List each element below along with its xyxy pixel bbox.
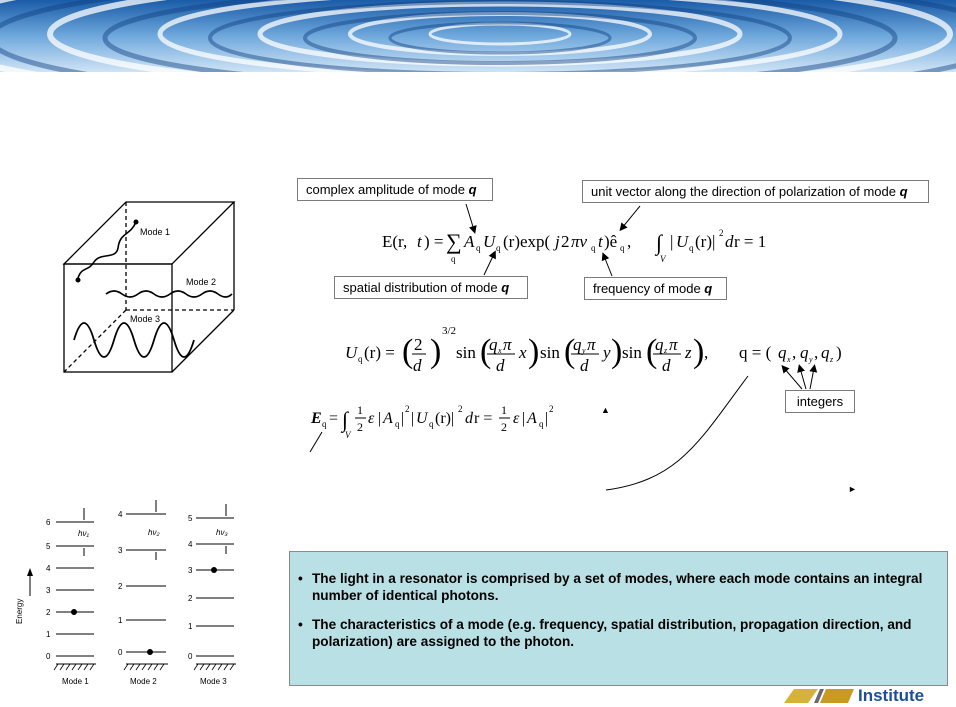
marker-right-icon: ► xyxy=(848,484,857,494)
summary-bullet-2-text: The characteristics of a mode (e.g. frequency, spatial distribution, propagation direction, and polarization) are assigned to the photon. xyxy=(312,617,912,649)
svg-text:): ) xyxy=(836,343,842,362)
svg-text:0: 0 xyxy=(118,648,123,657)
svg-text:y: y xyxy=(603,343,611,362)
svg-text:0: 0 xyxy=(46,652,51,661)
svg-text:2: 2 xyxy=(719,228,724,238)
svg-text:|: | xyxy=(378,410,382,427)
svg-text:2: 2 xyxy=(46,608,51,617)
svg-text:U: U xyxy=(483,232,496,251)
svg-text:q: q xyxy=(821,343,830,362)
mode3-caption: Mode 3 xyxy=(200,677,227,686)
svg-text:x: x xyxy=(519,343,527,362)
svg-text:,: , xyxy=(627,232,632,251)
svg-text:(: ( xyxy=(402,333,414,370)
svg-text:E(r,: E(r, xyxy=(382,232,408,251)
mode-symbol: q xyxy=(704,281,713,296)
svg-text:4: 4 xyxy=(188,540,193,549)
callout-unit-vector-text: unit vector along the direction of polarization of mode xyxy=(591,184,900,199)
svg-text:∑: ∑ xyxy=(446,229,462,254)
mode-energy-equation xyxy=(310,403,554,440)
svg-text:2: 2 xyxy=(188,594,193,603)
svg-text:=: = xyxy=(329,410,339,427)
svg-text:j: j xyxy=(555,232,560,251)
svg-text:(r)|: (r)| xyxy=(435,410,455,427)
svg-text:2: 2 xyxy=(501,420,507,434)
callout-complex-amplitude-text: complex amplitude of mode xyxy=(306,182,469,197)
svg-text:d: d xyxy=(580,356,589,375)
svg-text:6: 6 xyxy=(46,518,51,527)
svg-text:): ) xyxy=(528,333,540,370)
svg-text:(: ( xyxy=(646,333,658,370)
svg-text:∫: ∫ xyxy=(656,230,663,255)
svg-text:q: q xyxy=(689,243,694,253)
svg-text:d: d xyxy=(465,410,473,427)
svg-text:d: d xyxy=(662,356,671,375)
svg-text:q: q xyxy=(778,343,787,362)
mode-symbol: q xyxy=(501,280,510,295)
svg-text:∫: ∫ xyxy=(342,407,349,432)
svg-text:x: x xyxy=(787,355,791,364)
svg-text:2: 2 xyxy=(549,404,554,414)
svg-text:|: | xyxy=(522,410,526,427)
svg-text:|: | xyxy=(670,232,674,251)
svg-text:,: , xyxy=(704,343,709,362)
svg-text:π: π xyxy=(587,335,596,354)
svg-text:1: 1 xyxy=(118,616,123,625)
svg-text:,: , xyxy=(792,343,797,362)
svg-text:q: q xyxy=(800,343,809,362)
normalization-equation xyxy=(654,228,766,264)
mode1-label: Mode 1 xyxy=(140,227,171,237)
svg-text:q: q xyxy=(591,243,596,253)
svg-text:r =: r = xyxy=(474,410,493,427)
svg-text:q: q xyxy=(496,243,501,253)
svg-text:3: 3 xyxy=(188,566,193,575)
svg-text:q: q xyxy=(476,243,481,253)
summary-bullet-2 xyxy=(298,616,937,650)
svg-text:,: , xyxy=(814,343,819,362)
svg-text:hν₁: hν₁ xyxy=(78,529,89,538)
callout-integers-text: integers xyxy=(796,394,844,409)
svg-text:|: | xyxy=(411,410,415,427)
svg-text:5: 5 xyxy=(188,514,193,523)
svg-text:U: U xyxy=(676,232,689,251)
svg-text:d: d xyxy=(413,356,422,375)
svg-text:(r) =: (r) = xyxy=(364,343,395,362)
svg-text:q: q xyxy=(573,335,582,354)
svg-text:1: 1 xyxy=(46,630,51,639)
svg-text:4: 4 xyxy=(118,510,123,519)
svg-text:A: A xyxy=(527,410,537,427)
svg-text:t: t xyxy=(417,232,422,251)
svg-text:q: q xyxy=(620,243,625,253)
bullet-icon: • xyxy=(298,617,303,632)
svg-text:z: z xyxy=(830,355,834,364)
svg-text:3/2: 3/2 xyxy=(442,325,457,337)
summary-bullet-1 xyxy=(298,570,937,604)
svg-text:2: 2 xyxy=(357,420,363,434)
svg-text:): ) xyxy=(430,333,442,370)
svg-text:E: E xyxy=(311,410,322,427)
svg-text:y: y xyxy=(582,346,586,355)
svg-text:t: t xyxy=(598,232,603,251)
svg-text:d: d xyxy=(725,232,734,251)
svg-text:q: q xyxy=(489,335,498,354)
svg-text:(: ( xyxy=(564,333,576,370)
svg-text:(: ( xyxy=(480,333,492,370)
svg-text:1: 1 xyxy=(188,622,193,631)
svg-text:sin: sin xyxy=(540,343,560,362)
summary-box xyxy=(289,551,948,686)
bullet-icon: • xyxy=(298,571,303,586)
svg-text:q: q xyxy=(539,419,544,429)
svg-text:1: 1 xyxy=(501,403,507,417)
svg-text:(r)exp(: (r)exp( xyxy=(503,232,551,251)
q-vector-equation xyxy=(739,343,842,364)
svg-text:q: q xyxy=(451,254,456,264)
svg-text:(r)|: (r)| xyxy=(695,232,716,251)
svg-text:U: U xyxy=(416,410,428,427)
svg-text:|: | xyxy=(401,410,405,427)
svg-text:x: x xyxy=(498,346,502,355)
logo-text: Institute xyxy=(858,686,925,705)
svg-text:V: V xyxy=(345,430,351,440)
svg-text:q: q xyxy=(395,419,400,429)
svg-text:2: 2 xyxy=(118,582,123,591)
svg-text:ε: ε xyxy=(513,410,520,427)
svg-text:5: 5 xyxy=(46,542,51,551)
svg-text:): ) xyxy=(611,333,623,370)
svg-text:πν: πν xyxy=(571,232,588,251)
mode2-label: Mode 2 xyxy=(186,277,217,287)
svg-text:3: 3 xyxy=(118,546,123,555)
svg-text:q: q xyxy=(429,419,434,429)
svg-text:3: 3 xyxy=(46,586,51,595)
svg-text:hν₃: hν₃ xyxy=(216,528,228,537)
svg-text:z: z xyxy=(664,346,668,355)
marker-up-icon: ▲ xyxy=(601,405,610,415)
svg-text:A: A xyxy=(464,232,475,251)
svg-text:q: q xyxy=(655,335,664,354)
svg-text:r = 1: r = 1 xyxy=(734,232,767,251)
svg-text:) =: ) = xyxy=(424,232,444,251)
svg-text:sin: sin xyxy=(456,343,476,362)
svg-text:ε: ε xyxy=(368,410,375,427)
mode-symbol: q xyxy=(468,182,477,197)
svg-text:π: π xyxy=(503,335,512,354)
svg-text:4: 4 xyxy=(46,564,51,573)
svg-text:2: 2 xyxy=(458,404,463,414)
institute-logo xyxy=(784,686,924,706)
logo-mark-icon xyxy=(784,688,854,704)
svg-text:sin: sin xyxy=(622,343,642,362)
svg-text:y: y xyxy=(809,355,813,364)
svg-text:π: π xyxy=(669,335,678,354)
svg-text:)ê: )ê xyxy=(604,232,618,251)
svg-text:A: A xyxy=(383,410,393,427)
callout-frequency-text: frequency of mode xyxy=(593,281,705,296)
mode-symbol: q xyxy=(899,184,908,199)
callout-spatial-distribution-text: spatial distribution of mode xyxy=(343,280,502,295)
summary-bullet-1-text: The light in a resonator is comprised by a set of modes, where each mode contains an integral number of identical photons. xyxy=(312,571,923,603)
svg-text:q: q xyxy=(358,354,363,364)
svg-text:2: 2 xyxy=(414,335,423,354)
svg-text:d: d xyxy=(496,356,505,375)
svg-text:): ) xyxy=(693,333,705,370)
svg-text:V: V xyxy=(660,254,666,264)
field-expansion-equation xyxy=(382,229,631,264)
mode1-caption: Mode 1 xyxy=(62,677,89,686)
svg-text:z: z xyxy=(685,343,692,362)
svg-text:|: | xyxy=(545,410,549,427)
mode3-label: Mode 3 xyxy=(130,314,161,324)
svg-text:hν₂: hν₂ xyxy=(148,528,160,537)
svg-text:1: 1 xyxy=(357,403,363,417)
svg-text:2: 2 xyxy=(561,232,570,251)
svg-text:q = (: q = ( xyxy=(739,343,772,362)
svg-text:0: 0 xyxy=(188,652,193,661)
mode-function-equation xyxy=(345,325,708,375)
svg-text:q: q xyxy=(322,419,327,429)
energy-axis-label: Energy xyxy=(15,598,24,624)
svg-text:2: 2 xyxy=(405,404,410,414)
mode2-caption: Mode 2 xyxy=(130,677,157,686)
svg-text:U: U xyxy=(345,343,358,362)
